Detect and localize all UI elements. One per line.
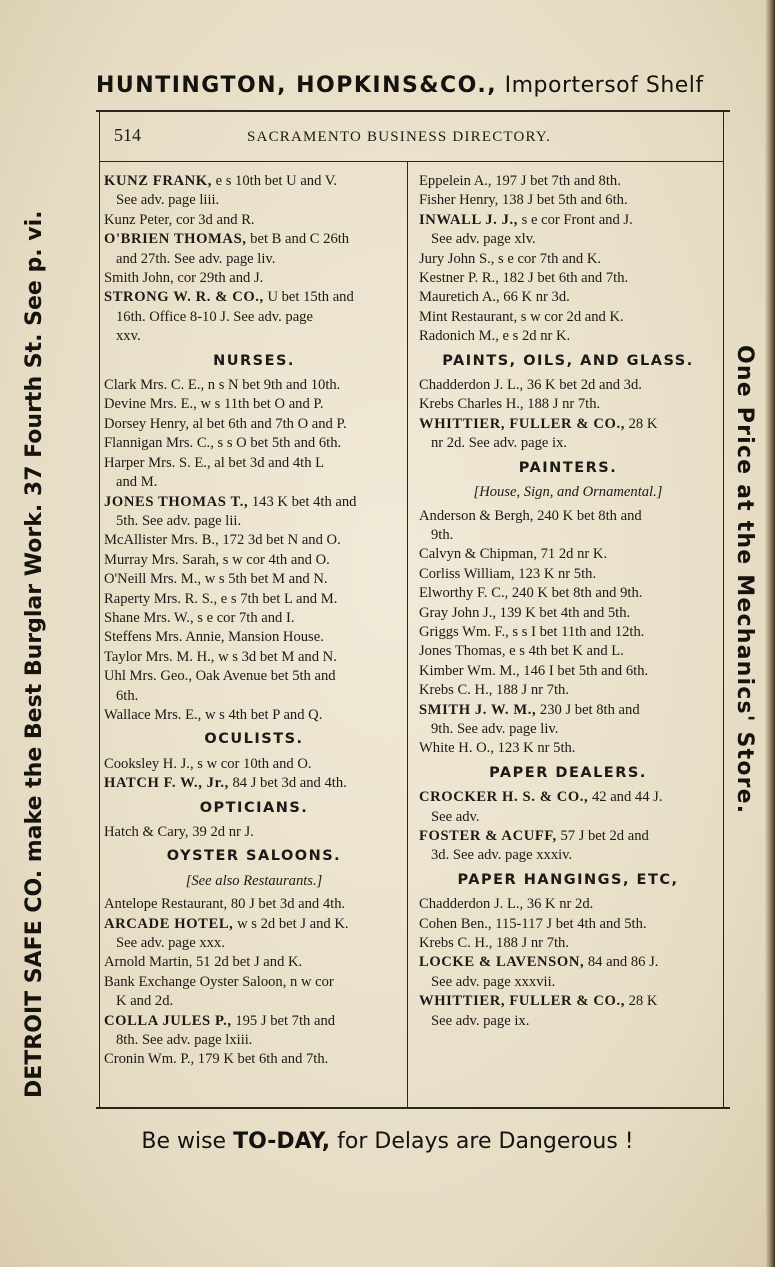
directory-entry [419,604,717,623]
entry-continuation: nr 2d. See adv. page ix. [431,435,568,452]
entry-text: Jury John S., s e cor 7th and K. [419,250,602,267]
directory-entry [104,774,404,793]
entry-first-line [419,895,717,914]
entry-first-line [419,827,717,846]
section-heading: PAPER DEALERS. [489,764,647,781]
directory-entry [104,895,404,914]
directory-entry [104,915,404,954]
entry-text: Gray John J., 139 K bet 4th and 5th. [419,604,631,621]
bottom-advertisement [0,1129,775,1154]
entry-text: Radonich M., e s 2d nr K. [419,328,571,345]
entry-continuation: See adv. page ix. [431,1012,530,1029]
entry-first-line [419,172,717,191]
entry-first-line [104,628,404,647]
directory-entry [104,706,404,725]
entry-text: Elworthy F. C., 240 K bet 8th and 9th. [419,585,643,602]
entry-text: Flannigan Mrs. C., s s O bet 5th and 6th. [104,435,342,452]
entry-text: Kimber Wm. M., 146 I bet 5th and 6th. [419,662,649,679]
bottom-ad-today: TO-DAY, [233,1129,331,1154]
entry-text: Kestner P. R., 182 J bet 6th and 7th. [419,270,629,287]
directory-entry [104,973,404,1012]
entry-first-line [419,584,717,603]
entry-first-line [419,565,717,584]
entry-first-line [419,250,717,269]
entry-first-line [419,545,717,564]
directory-entry [104,230,404,269]
entry-first-line [419,395,717,414]
entry-text: Griggs Wm. F., s s I bet 11th and 12th. [419,623,645,640]
directory-entry [104,1050,404,1069]
entry-text: 195 J bet 7th and [231,1012,336,1029]
entry-text: Eppelein A., 197 J bet 7th and 8th. [419,173,621,189]
directory-entry [419,788,717,827]
entry-first-line [419,269,717,288]
entry-continuation: 6th. [116,687,139,704]
entry-first-line [104,973,404,992]
entry-text: Steffens Mrs. Annie, Mansion House. [104,629,324,646]
directory-entry [419,584,717,603]
entry-first-line [104,895,404,914]
directory-entry [419,545,717,564]
entry-text: Krebs Charles H., 188 J nr 7th. [419,396,601,413]
entry-text: Cohen Ben., 115-117 J bet 4th and 5th. [419,915,647,932]
entry-text: Mint Restaurant, s w cor 2d and K. [419,308,624,325]
directory-entry [104,609,404,628]
directory-entry [104,211,404,230]
directory-entry [104,667,404,706]
entry-name-bold: LOCKE & LAVENSON, [419,954,585,971]
directory-entry [104,531,404,550]
entry-text: Antelope Restaurant, 80 J bet 3d and 4th. [104,896,346,913]
top-advertisement [96,73,746,98]
entry-first-line [419,288,717,307]
entry-first-line [104,774,404,793]
entry-text: Arnold Martin, 51 2d bet J and K. [104,954,303,971]
section-heading: OPTICIANS. [199,799,309,816]
header-rule [100,161,723,162]
directory-entry [419,565,717,584]
directory-entry [419,269,717,288]
entry-first-line [419,953,717,972]
entry-text: Jones Thomas, e s 4th bet K and L. [419,643,624,660]
entry-first-line [419,507,717,526]
top-ad-firm: HUNTINGTON, HOPKINS&CO., [96,73,498,98]
entry-first-line [419,662,717,681]
entry-first-line [104,172,404,191]
entry-name-bold: KUNZ FRANK, [104,173,212,189]
entry-text: w s 2d bet J and K. [233,915,349,932]
entry-text: 28 K [624,993,658,1010]
entry-continuation: See adv. page xlv. [431,231,536,248]
section-heading: OYSTER SALOONS. [166,848,342,865]
entry-name-bold: ARCADE HOTEL, [104,915,234,932]
column-divider [407,162,408,1107]
directory-entry [419,395,717,414]
entry-text: Devine Mrs. E., w s 11th bet O and P. [104,396,324,413]
entry-first-line [104,376,404,395]
entry-first-line [419,604,717,623]
directory-entry [104,376,404,395]
entry-name-bold: CROCKER H. S. & CO., [419,789,589,806]
directory-entry [104,172,404,211]
entry-continuation: See adv. page liii. [116,192,220,209]
entry-continuation: xxv. [116,328,141,345]
entry-first-line [104,395,404,414]
entry-text: Cooksley H. J., s w cor 10th and O. [104,755,312,772]
directory-entry [104,493,404,532]
directory-entry [104,953,404,972]
entry-first-line [419,415,717,434]
entry-continuation: 9th. See adv. page liv. [431,720,559,737]
directory-entry [419,211,717,250]
running-head: SACRAMENTO BUSINESS DIRECTORY. [247,129,551,145]
entry-first-line [419,915,717,934]
entry-name-bold: O'BRIEN THOMAS, [104,231,247,248]
entry-text: Harper Mrs. S. E., al bet 3d and 4th L [104,454,325,471]
directory-entry [104,395,404,414]
entry-first-line [419,191,717,210]
directory-entry [104,288,404,346]
directory-entry [104,454,404,493]
entry-text: Hatch & Cary, 39 2d nr J. [104,824,254,840]
entry-text: Clark Mrs. C. E., n s N bet 9th and 10th. [104,377,341,394]
directory-entry [419,681,717,700]
entry-first-line [419,681,717,700]
entry-first-line [104,1050,404,1069]
entry-text: Bank Exchange Oyster Saloon, n w cor [104,973,334,990]
section-subheading: [House, Sign, and Ornamental.] [473,484,663,501]
entry-continuation: 8th. See adv. page lxiii. [116,1032,253,1049]
entry-text: Smith John, cor 29th and J. [104,270,264,287]
directory-entry [419,507,717,546]
entry-first-line [104,823,404,842]
entry-first-line [104,493,404,512]
frame-right [723,112,724,1107]
entry-text: Mauretich A., 66 K nr 3d. [419,289,570,306]
entry-text: Shane Mrs. W., s e cor 7th and I. [104,609,295,626]
entry-continuation: 3d. See adv. page xxxiv. [431,847,573,864]
entry-name-bold: WHITTIER, FULLER & CO., [419,993,625,1010]
entry-first-line [104,288,404,307]
entry-first-line [104,531,404,550]
entry-text: Kunz Peter, cor 3d and R. [104,211,255,228]
frame-left [99,112,100,1107]
section-heading: PAPER HANGINGS, ETC, [457,871,679,888]
directory-entry [419,308,717,327]
entry-first-line [419,739,717,758]
directory-entry [419,172,717,191]
section-subheading: [See also Restaurants.] [185,872,323,889]
entry-text: Uhl Mrs. Geo., Oak Avenue bet 5th and [104,668,336,685]
directory-entry [104,1012,404,1051]
left-column [104,172,404,1070]
side-ad-right: One Price at the Mechanics' Store. [732,345,757,815]
entry-text: Krebs C. H., 188 J nr 7th. [419,935,569,952]
entry-text: Wallace Mrs. E., w s 4th bet P and Q. [104,706,323,723]
entry-text: 28 K [624,415,658,432]
entry-text: 84 J bet 3d and 4th. [228,775,347,792]
directory-entry [419,415,717,454]
entry-first-line [104,211,404,230]
directory-entry [104,648,404,667]
entry-first-line [104,609,404,628]
entry-first-line [104,269,404,288]
entry-first-line [104,551,404,570]
directory-entry [419,827,717,866]
side-ad-left: DETROIT SAFE CO. make the Best Burglar Work. 37 Fourth St. See p. vi. [22,210,47,1098]
entry-first-line [104,706,404,725]
directory-entry [104,628,404,647]
entry-text: Chadderdon J. L., 36 K bet 2d and 3d. [419,377,642,394]
entry-text: Anderson & Bergh, 240 K bet 8th and [419,507,642,524]
entry-first-line [104,434,404,453]
entry-first-line [104,590,404,609]
directory-entry [419,327,717,346]
right-column [419,172,717,1031]
page-number: 514 [114,125,141,145]
section-heading: PAINTERS. [518,459,618,476]
entry-text: Dorsey Henry, al bet 6th and 7th O and P. [104,415,347,432]
directory-entry [419,376,717,395]
directory-entry [104,269,404,288]
entry-first-line [419,701,717,720]
entry-name-bold: INWALL J. J., [419,211,519,228]
directory-entry [104,551,404,570]
top-rule [96,110,730,112]
entry-first-line [104,755,404,774]
entry-text: s e cor Front and J. [518,211,633,228]
entry-continuation: See adv. page xxx. [116,935,225,952]
entry-first-line [104,230,404,249]
entry-continuation: 5th. See adv. page lii. [116,512,242,529]
page-edge [765,0,775,1267]
entry-first-line [104,953,404,972]
section-heading: PAINTS, OILS, AND GLASS. [442,352,694,369]
entry-text: U bet 15th and [263,289,354,306]
entry-text: 230 J bet 8th and [536,701,640,718]
entry-first-line [104,454,404,473]
entry-first-line [104,415,404,434]
top-ad-rest: Importersof Shelf [497,73,704,98]
entry-name-bold: JONES THOMAS T., [104,493,249,510]
entry-first-line [419,623,717,642]
directory-entry [104,755,404,774]
directory-entry [419,934,717,953]
directory-entry [419,953,717,992]
entry-continuation: See adv. [431,808,480,825]
entry-first-line [104,1012,404,1031]
entry-text: Krebs C. H., 188 J nr 7th. [419,682,569,699]
entry-first-line [419,788,717,807]
entry-text: 143 K bet 4th and [248,493,357,510]
entry-name-bold: HATCH F. W., Jr., [104,775,229,792]
directory-entry [104,415,404,434]
directory-entry [104,590,404,609]
entry-name-bold: STRONG W. R. & CO., [104,289,264,306]
entry-name-bold: WHITTIER, FULLER & CO., [419,415,625,432]
entry-first-line [104,570,404,589]
entry-name-bold: FOSTER & ACUFF, [419,828,557,844]
entry-name-bold: COLLA JULES P., [104,1012,232,1029]
entry-text: White H. O., 123 K nr 5th. [419,740,576,757]
entry-continuation: 9th. [431,526,454,543]
entry-first-line [419,376,717,395]
entry-first-line [419,327,717,346]
entry-continuation: See adv. page xxxvii. [431,973,556,990]
entry-first-line [419,211,717,230]
entry-text: bet B and C 26th [246,231,350,248]
entry-first-line [419,992,717,1011]
entry-first-line [419,934,717,953]
section-heading: NURSES. [213,352,295,369]
bottom-ad-post: for Delays are Dangerous ! [330,1129,634,1154]
entry-text: McAllister Mrs. B., 172 3d bet N and O. [104,532,341,549]
entry-continuation: and M. [116,474,158,491]
entry-text: Cronin Wm. P., 179 K bet 6th and 7th. [104,1051,329,1068]
entry-text: Chadderdon J. L., 36 K nr 2d. [419,896,594,913]
directory-entry [419,701,717,740]
entry-text: e s 10th bet U and V. [211,173,338,189]
entry-text: 42 and 44 J. [588,789,663,806]
entry-text: Taylor Mrs. M. H., w s 3d bet M and N. [104,648,337,665]
entry-text: Fisher Henry, 138 J bet 5th and 6th. [419,192,628,209]
directory-entry [419,895,717,914]
entry-text: Murray Mrs. Sarah, s w cor 4th and O. [104,551,330,568]
entry-text: Raperty Mrs. R. S., e s 7th bet L and M. [104,590,338,607]
directory-entry [419,992,717,1031]
directory-entry [419,662,717,681]
entry-text: O'Neill Mrs. M., w s 5th bet M and N. [104,571,328,588]
directory-entry [419,623,717,642]
entry-first-line [104,915,404,934]
bottom-ad-pre: Be wise [141,1129,234,1154]
directory-entry [419,642,717,661]
entry-first-line [104,667,404,686]
directory-entry [419,250,717,269]
directory-entry [104,823,404,842]
directory-entry [419,739,717,758]
entry-first-line [419,642,717,661]
directory-entry [104,434,404,453]
directory-entry [419,915,717,934]
entry-text: 84 and 86 J. [584,954,659,971]
entry-name-bold: SMITH J. W. M., [419,701,537,718]
entry-continuation: K and 2d. [116,993,174,1010]
directory-entry [104,570,404,589]
entry-text: Calvyn & Chipman, 71 2d nr K. [419,546,608,563]
entry-text: 57 J bet 2d and [556,828,649,844]
entry-first-line [104,648,404,667]
directory-entry [419,288,717,307]
entry-continuation: 16th. Office 8-10 J. See adv. page [116,308,313,325]
directory-entry [419,191,717,210]
entry-continuation: and 27th. See adv. page liv. [116,250,276,267]
entry-text: Corliss William, 123 K nr 5th. [419,565,597,582]
bottom-rule [96,1107,730,1109]
entry-first-line [419,308,717,327]
section-heading: OCULISTS. [204,731,304,748]
